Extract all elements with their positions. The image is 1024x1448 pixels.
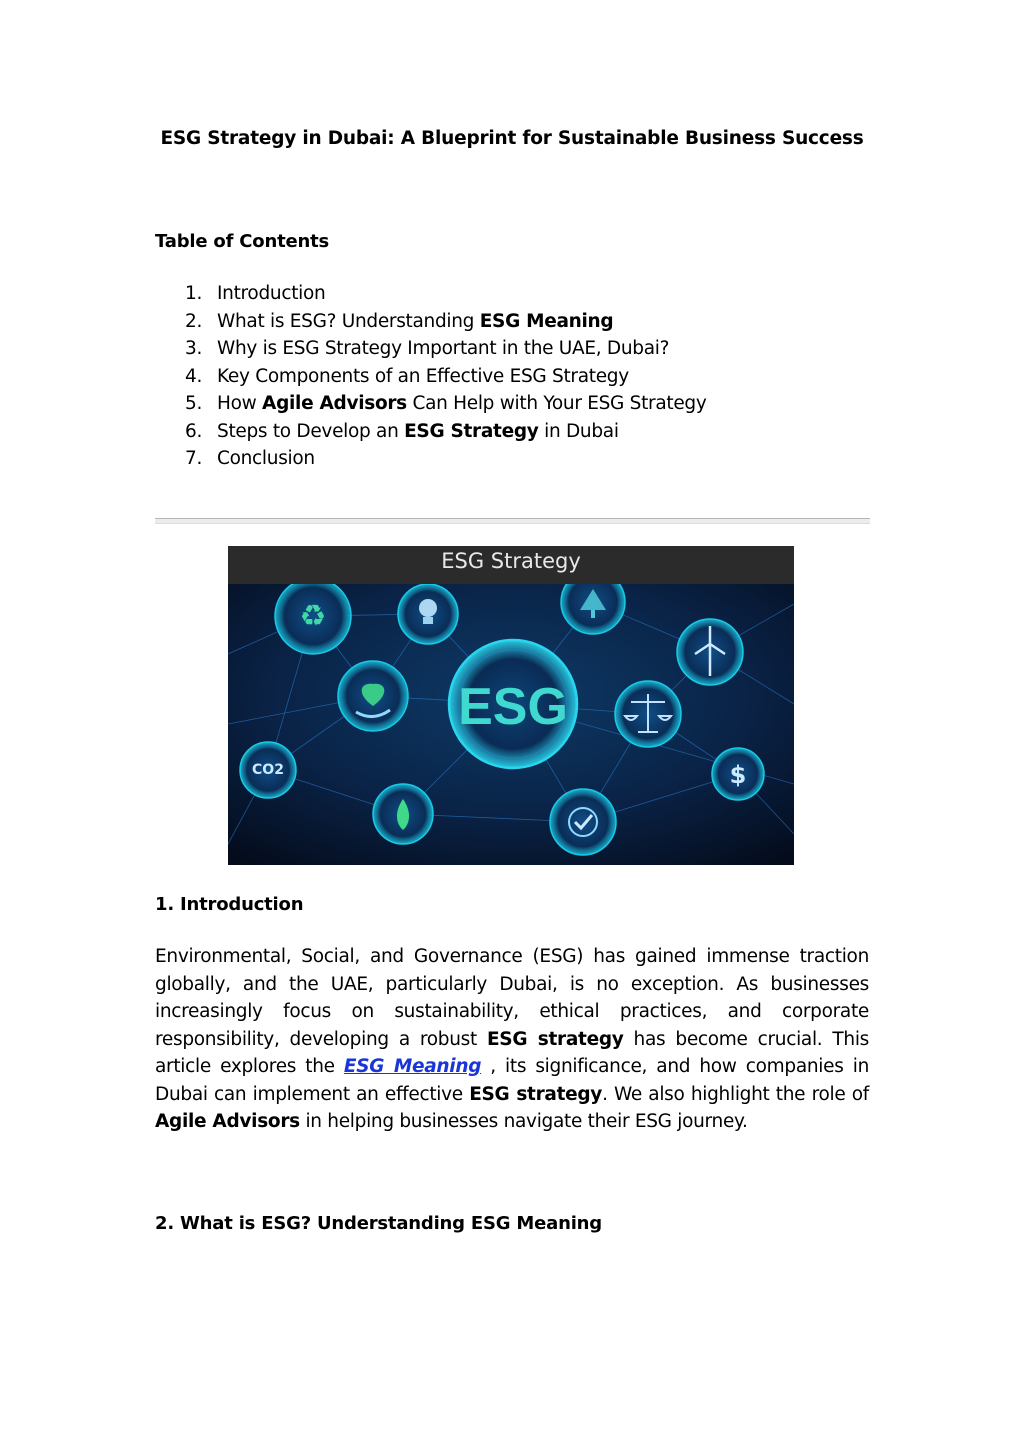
emphasis-text: Agile Advisors bbox=[155, 1111, 300, 1132]
recycle-icon: ♻ bbox=[299, 599, 327, 634]
node-co2 bbox=[240, 742, 296, 798]
toc-heading: Table of Contents bbox=[155, 231, 330, 252]
toc-item-number: 7. bbox=[185, 448, 203, 469]
toc-item-text: What is ESG? Understanding bbox=[217, 310, 480, 332]
paragraph-text: . We also highlight the role of bbox=[602, 1083, 869, 1105]
emphasis-text: ESG strategy bbox=[486, 1028, 624, 1050]
paragraph-text: Environmental, Social, and Governance (ESG) has gained immense traction globally, and the UAE, particularly Dubai, is no exception. As businesses increasingly focus on sustainability, ethical practices, and corporate responsibility, developing a robust bbox=[155, 946, 869, 1050]
paragraph-text: in helping businesses navigate their ESG journey. bbox=[299, 1111, 748, 1132]
toc-item bbox=[155, 445, 707, 473]
toc-item-number: 1. bbox=[185, 283, 203, 304]
toc-item-number: 4. bbox=[185, 365, 203, 387]
node-lightbulb bbox=[398, 584, 458, 644]
toc-item-number: 2. bbox=[185, 310, 203, 332]
toc-item-text: Conclusion bbox=[217, 448, 315, 469]
toc-item-number: 5. bbox=[185, 393, 203, 414]
page-title: ESG Strategy in Dubai: A Blueprint for Sustainable Business Success bbox=[160, 128, 864, 149]
toc-item-text: in Dubai bbox=[538, 420, 619, 442]
toc-item-emphasis: ESG Meaning bbox=[479, 310, 614, 332]
esg-center-text: ESG bbox=[458, 678, 568, 736]
lightbulb-icon bbox=[419, 599, 437, 617]
toc-item-text: Can Help with Your ESG Strategy bbox=[406, 393, 707, 414]
toc-item bbox=[155, 308, 707, 336]
emphasis-text: ESG strategy bbox=[469, 1083, 603, 1105]
horizontal-divider bbox=[155, 518, 870, 524]
toc-item bbox=[155, 390, 707, 418]
toc-item-text: Key Components of an Effective ESG Strategy bbox=[217, 365, 629, 387]
node-scales bbox=[615, 681, 681, 747]
toc-item-number: 6. bbox=[185, 420, 203, 442]
esg-meaning-link[interactable]: ESG Meaning bbox=[343, 1056, 482, 1077]
node-recycle bbox=[275, 584, 351, 654]
paragraph-text: has become crucial. This article explores the bbox=[155, 1028, 869, 1077]
esg-strategy-image bbox=[228, 546, 794, 865]
image-banner-title: ESG Strategy bbox=[228, 546, 794, 584]
co2-icon: CO2 bbox=[252, 762, 284, 778]
section-heading-what-is-esg: 2. What is ESG? Understanding ESG Meaning bbox=[155, 1213, 602, 1234]
node-wind-turbine bbox=[677, 619, 743, 685]
dollar-icon: $ bbox=[729, 761, 747, 789]
toc-item-text: Steps to Develop an bbox=[217, 420, 405, 442]
node-checkmark bbox=[550, 789, 616, 855]
node-dollar bbox=[712, 748, 764, 800]
toc-item-emphasis: ESG Strategy bbox=[404, 420, 539, 442]
node-leaf bbox=[373, 784, 433, 844]
esg-network-illustration bbox=[228, 584, 794, 865]
introduction-paragraph bbox=[155, 943, 869, 1136]
section-heading-introduction: 1. Introduction bbox=[155, 894, 304, 915]
toc-item bbox=[155, 363, 707, 391]
toc-item bbox=[155, 335, 707, 363]
esg-center-globe bbox=[449, 640, 577, 768]
toc-item-number: 3. bbox=[185, 338, 203, 359]
toc-item-text: Why is ESG Strategy Important in the UAE, Dubai? bbox=[217, 338, 670, 359]
table-of-contents bbox=[155, 280, 707, 473]
toc-item-text: Introduction bbox=[217, 283, 326, 304]
toc-item-text: How bbox=[217, 393, 263, 414]
toc-item bbox=[155, 418, 707, 446]
node-plant-hand bbox=[338, 661, 408, 731]
paragraph-text: , its significance, and how companies in Dubai can implement an effective bbox=[155, 1056, 869, 1105]
toc-item-emphasis: Agile Advisors bbox=[262, 393, 407, 414]
toc-item bbox=[155, 280, 707, 308]
